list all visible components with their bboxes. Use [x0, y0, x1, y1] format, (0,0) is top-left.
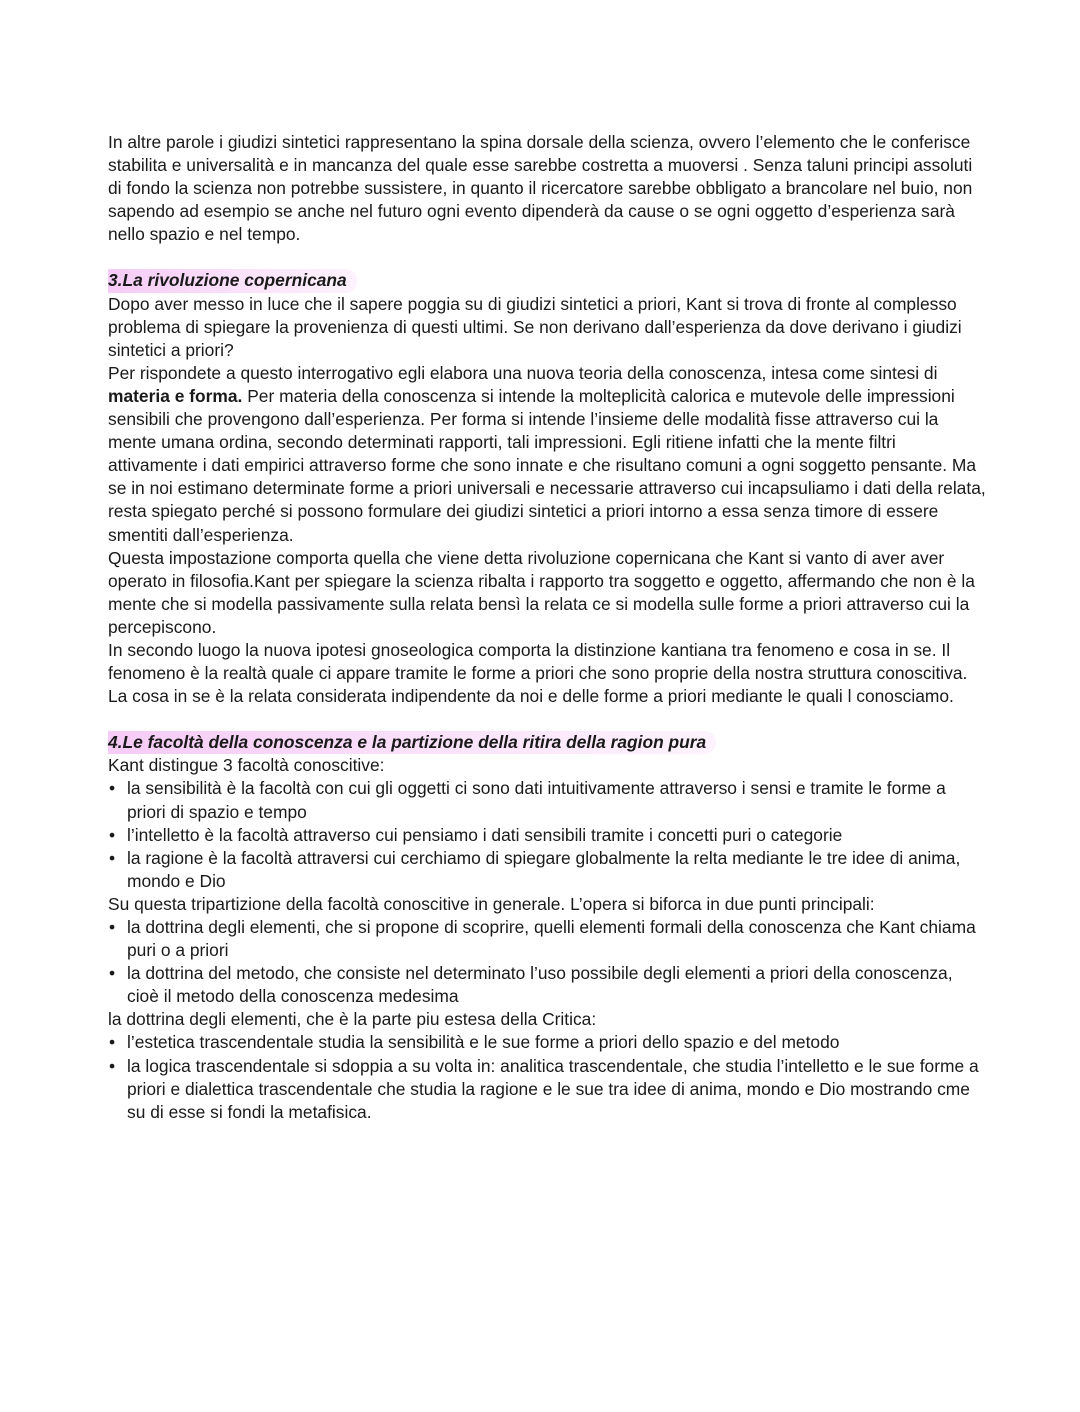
section-3-heading: 3.La rivoluzione copernicana [108, 269, 357, 292]
paragraph-2-end: Per materia della conoscenza si intende la molteplicità calorica e mutevole delle impressioni sensibili che provengono dall’esperienza. Per forma si intende l’insieme delle modalità fisse attraverso cui la mente umana ordina, secondo determinati rapporti, tali impressioni. Egli ritiene infatti che la mente filtri attivamente i dati empirici attraverso forme che sono innate e che risultano comuni a ogni soggetto pensante. Ma se in noi estimano determinate forme a priori universali e necessarie attraverso cui incapsuliamo i dati della relata, resta spiegato perché si possono formulare dei giudizi sintetici a priori intorno a essa senza timore di essere smentiti dall’esperienza. [108, 385, 986, 545]
list-item [108, 1055, 988, 1124]
section-gap [108, 708, 988, 731]
bullet-icon: • [109, 1032, 116, 1053]
elements-intro: la dottrina degli elementi, che è la parte piu estesa della Critica: [108, 1009, 597, 1030]
faculties-intro: Kant distingue 3 facoltà conoscitive: [108, 755, 385, 776]
bullet-icon: • [109, 778, 116, 799]
document-page [108, 131, 988, 1124]
paragraph-2-start: Per rispondete a questo interrogativo egli elabora una nuova teoria della conoscenza, intesa come sintesi di [108, 362, 938, 383]
list-item-text: la ragione è la facoltà attraversi cui cerchiamo di spiegare globalmente la relta mediante le tre idee di anima, mondo e Dio [127, 847, 961, 891]
section-3-paragraph-3: Questa impostazione comporta quella che viene detta rivoluzione copernicana che Kant si vanto di aver aver operato in filosofia.Kant per spiegare la scienza ribalta i rapporto tra soggetto e oggetto, affermando che non è la mente che si modella passivamente sulla relata bensì la relata ce si modella sulle forme a priori attraverso cui la percepiscono. [108, 547, 975, 637]
bullet-icon: • [109, 847, 116, 868]
section-3-paragraph-4: In secondo luogo la nuova ipotesi gnoseologica comporta la distinzione kantiana tra fenomeno e cosa in se. Il fenomeno è la realtà quale ci appare tramite le forme a priori che sono proprie della nostra struttura conoscitiva. La cosa in se è la relata considerata indipendente da noi e delle forme a priori mediante le quali l conosciamo. [108, 639, 968, 707]
list-item [108, 777, 988, 823]
elements-list [108, 1031, 988, 1123]
section-4 [108, 731, 988, 1124]
list-item [108, 1031, 988, 1054]
section-4-heading: 4.Le facoltà della conoscenza e la partizione della ritira della ragion pura [108, 731, 716, 754]
section-gap [108, 246, 988, 269]
materia-forma-bold: materia e forma. [108, 385, 243, 406]
list-item [108, 962, 988, 1008]
bullet-icon: • [109, 824, 116, 845]
bullet-icon: • [109, 917, 116, 937]
list-item-text: l’intelletto è la facoltà attraverso cui pensiamo i dati sensibili tramite i concetti puri o categorie [127, 824, 843, 845]
doctrines-list [108, 916, 988, 1008]
list-item [108, 824, 988, 847]
list-item [108, 916, 988, 962]
list-item [108, 847, 988, 893]
list-item-text: l’estetica trascendentale studia la sensibilità e le sue forme a priori dello spazio e del metodo [127, 1032, 840, 1053]
section-3-paragraph-1: Dopo aver messo in luce che il sapere poggia su di giudizi sintetici a priori, Kant si trova di fronte al complesso problema di spiegare la provenienza di questi ultimi. Se non derivano dall’esperienza da dove derivano i giudizi sintetici a priori? [108, 293, 962, 360]
intro-paragraph: In altre parole i giudizi sintetici rappresentano la spina dorsale della scienza, ovvero l’elemento che le conferisce stabilita e universalità e in mancanza del quale esse sarebbe costretta a muoversi . Senza taluni principi assoluti di fondo la scienza non potrebbe sussistere, in quanto il ricercatore sarebbe obbligato a brancolare nel buio, non sapendo ad esempio se anche nel futuro ogni evento dipenderà da cause o se ogni oggetto d’esperienza sarà nello spazio e nel tempo. [108, 132, 973, 245]
list-item-text: la dottrina degli elementi, che si propone di scoprire, quelli elementi formali della conoscenza che Kant chiama puri o a priori [127, 917, 976, 961]
faculties-list [108, 777, 988, 892]
bullet-icon: • [109, 1055, 116, 1076]
section-3-paragraph-2 [108, 362, 988, 547]
list-item-text: la logica trascendentale si sdoppia a su volta in: analitica trascendentale, che studia l’intelletto e le sue forme a priori e dialettica trascendentale che studia la ragione e le sue tra idee di anima, mondo e Dio mostrando cme su di esse si fondi la metafisica. [127, 1055, 979, 1122]
bullet-icon: • [109, 963, 116, 984]
section-3 [108, 269, 988, 708]
list-item-text: la dottrina del metodo, che consiste nel determinato l’uso possibile degli elementi a priori della conoscenza, cioè il metodo della conoscenza medesima [127, 963, 953, 1007]
list-item-text: la sensibilità è la facoltà con cui gli oggetti ci sono dati intuitivamente attraverso i sensi e tramite le forme a priori di spazio e tempo [127, 778, 946, 822]
division-intro: Su questa tripartizione della facoltà conoscitive in generale. L’opera si biforca in due punti principali: [108, 893, 875, 914]
